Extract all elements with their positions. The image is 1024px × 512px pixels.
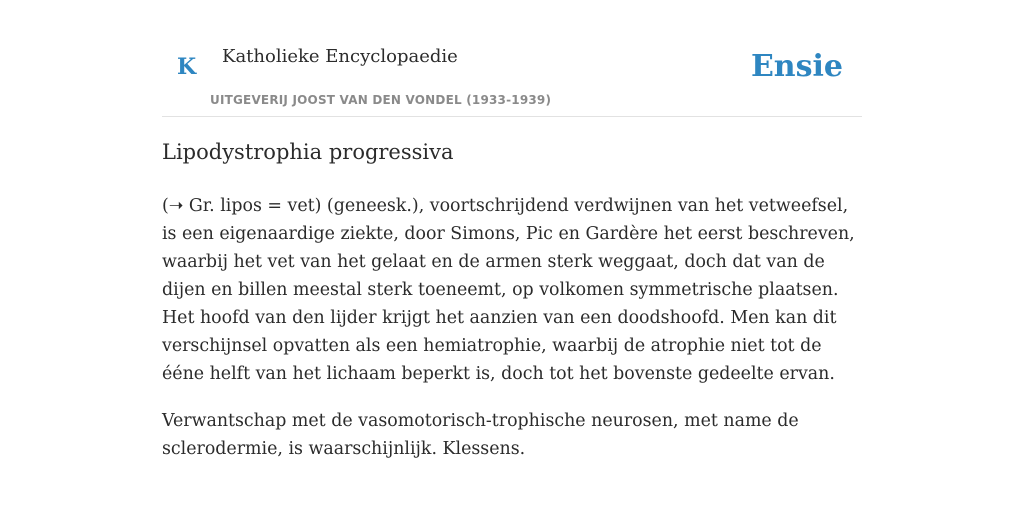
article-paragraph: Verwantschap met de vasomotorisch-trophische neurosen, met name de sclerodermie, is waarschijnlijk. Klessens. <box>162 411 799 459</box>
article-body <box>162 192 862 482</box>
page <box>162 0 862 459</box>
brand-logo[interactable]: Ensie <box>750 49 843 84</box>
site-logo[interactable]: K <box>177 54 197 80</box>
site-subtitle: UITGEVERIJ JOOST VAN DEN VONDEL (1933-1939) <box>210 93 552 107</box>
site-title[interactable]: Katholieke Encyclopaedie <box>222 46 458 67</box>
article-paragraph: (➝ Gr. lipos = vet) (geneesk.), voortschrijdend verdwijnen van het vetweefsel, is een eigenaardige ziekte, door Simons, Pic en Gardère het eerst beschreven, waarbij het vet van het gelaat en de armen sterk weggaat, doch dat van de dijen en billen meestal sterk toeneemt, op volkomen symmetrische plaatsen. Het hoofd van den lijder krijgt het aanzien van een doodshoofd. Men kan dit verschijnsel opvatten als een hemiatrophie, waarbij de atrophie niet tot de ééne helft van het lichaam beperkt is, doch tot het bovenste gedeelte ervan. <box>162 196 855 384</box>
site-header <box>162 0 862 117</box>
article-title: Lipodystrophia progressiva <box>162 140 454 164</box>
